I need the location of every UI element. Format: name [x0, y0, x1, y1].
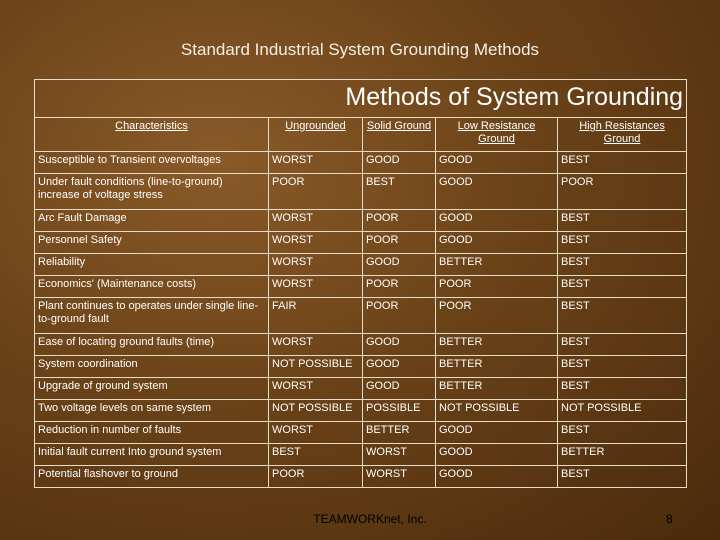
table-cell: BETTER: [436, 378, 558, 400]
group-header: Methods of System Grounding: [35, 80, 687, 118]
table-cell: POSSIBLE: [363, 400, 436, 422]
table-cell: BETTER: [436, 356, 558, 378]
table-cell: NOT POSSIBLE: [558, 400, 687, 422]
column-header: Ungrounded: [269, 118, 363, 152]
table-cell: WORST: [363, 444, 436, 466]
table-cell: BETTER: [436, 334, 558, 356]
row-label: Economics' (Maintenance costs): [35, 276, 269, 298]
table-cell: POOR: [558, 174, 687, 210]
row-label: Under fault conditions (line-to-ground) increase of voltage stress: [35, 174, 269, 210]
table-cell: NOT POSSIBLE: [269, 400, 363, 422]
table-row: [35, 356, 687, 378]
table-cell: BEST: [558, 232, 687, 254]
table-cell: POOR: [436, 276, 558, 298]
table-row: [35, 466, 687, 488]
table-cell: GOOD: [363, 334, 436, 356]
table-cell: WORST: [363, 466, 436, 488]
table-cell: BEST: [558, 422, 687, 444]
page-number: 8: [666, 512, 673, 526]
table-cell: GOOD: [436, 422, 558, 444]
table-cell: BEST: [558, 334, 687, 356]
table-row: [35, 422, 687, 444]
table-cell: BEST: [363, 174, 436, 210]
table-cell: GOOD: [363, 356, 436, 378]
table-cell: BEST: [558, 276, 687, 298]
table-cell: POOR: [363, 276, 436, 298]
column-header: High Resistances Ground: [558, 118, 687, 152]
row-label: Reduction in number of faults: [35, 422, 269, 444]
table-cell: BETTER: [436, 254, 558, 276]
row-label: Upgrade of ground system: [35, 378, 269, 400]
table-cell: POOR: [269, 174, 363, 210]
table-row: [35, 444, 687, 466]
table-cell: GOOD: [436, 152, 558, 174]
row-label: Initial fault current Into ground system: [35, 444, 269, 466]
table-cell: GOOD: [436, 444, 558, 466]
table-row: [35, 400, 687, 422]
table-cell: BEST: [558, 152, 687, 174]
table-cell: WORST: [269, 378, 363, 400]
table-cell: BEST: [558, 466, 687, 488]
table-cell: BEST: [558, 210, 687, 232]
table-row: [35, 152, 687, 174]
table-cell: GOOD: [436, 466, 558, 488]
table-cell: WORST: [269, 334, 363, 356]
table-cell: GOOD: [363, 378, 436, 400]
table-cell: BEST: [558, 378, 687, 400]
table-cell: WORST: [269, 422, 363, 444]
table-cell: BETTER: [363, 422, 436, 444]
row-label: System coordination: [35, 356, 269, 378]
row-label: Two voltage levels on same system: [35, 400, 269, 422]
table-cell: NOT POSSIBLE: [269, 356, 363, 378]
table-cell: GOOD: [363, 152, 436, 174]
table-row: [35, 298, 687, 334]
row-label: Reliability: [35, 254, 269, 276]
table-cell: NOT POSSIBLE: [436, 400, 558, 422]
table-row: [35, 334, 687, 356]
table-cell: GOOD: [436, 232, 558, 254]
row-label: Arc Fault Damage: [35, 210, 269, 232]
column-header-row: [35, 118, 687, 152]
table-cell: POOR: [363, 232, 436, 254]
table-cell: WORST: [269, 254, 363, 276]
table-cell: GOOD: [363, 254, 436, 276]
column-header: Solid Ground: [363, 118, 436, 152]
table-cell: GOOD: [436, 174, 558, 210]
column-header: Low Resistance Ground: [436, 118, 558, 152]
slide-title: Standard Industrial System Grounding Methods: [180, 40, 540, 59]
group-header-row: [35, 80, 687, 118]
table-cell: BEST: [558, 356, 687, 378]
table-cell: WORST: [269, 210, 363, 232]
row-label: Personnel Safety: [35, 232, 269, 254]
table-row: [35, 210, 687, 232]
table-cell: BEST: [558, 298, 687, 334]
row-label: Plant continues to operates under single line-to-ground fault: [35, 298, 269, 334]
table-cell: FAIR: [269, 298, 363, 334]
table-cell: WORST: [269, 152, 363, 174]
table-cell: BEST: [269, 444, 363, 466]
table-row: [35, 174, 687, 210]
table-row: [35, 232, 687, 254]
table-cell: GOOD: [436, 210, 558, 232]
row-label: Ease of locating ground faults (time): [35, 334, 269, 356]
row-label: Susceptible to Transient overvoltages: [35, 152, 269, 174]
column-header: Characteristics: [35, 118, 269, 152]
table-cell: WORST: [269, 276, 363, 298]
table-cell: BEST: [558, 254, 687, 276]
table-row: [35, 254, 687, 276]
table-cell: POOR: [363, 298, 436, 334]
row-label: Potential flashover to ground: [35, 466, 269, 488]
table-cell: POOR: [363, 210, 436, 232]
table-cell: WORST: [269, 232, 363, 254]
table-row: [35, 378, 687, 400]
footer-company: TEAMWORKnet, Inc.: [313, 512, 427, 526]
table-cell: BETTER: [558, 444, 687, 466]
table-cell: POOR: [436, 298, 558, 334]
table-row: [35, 276, 687, 298]
grounding-methods-table: [34, 79, 687, 488]
table-cell: POOR: [269, 466, 363, 488]
